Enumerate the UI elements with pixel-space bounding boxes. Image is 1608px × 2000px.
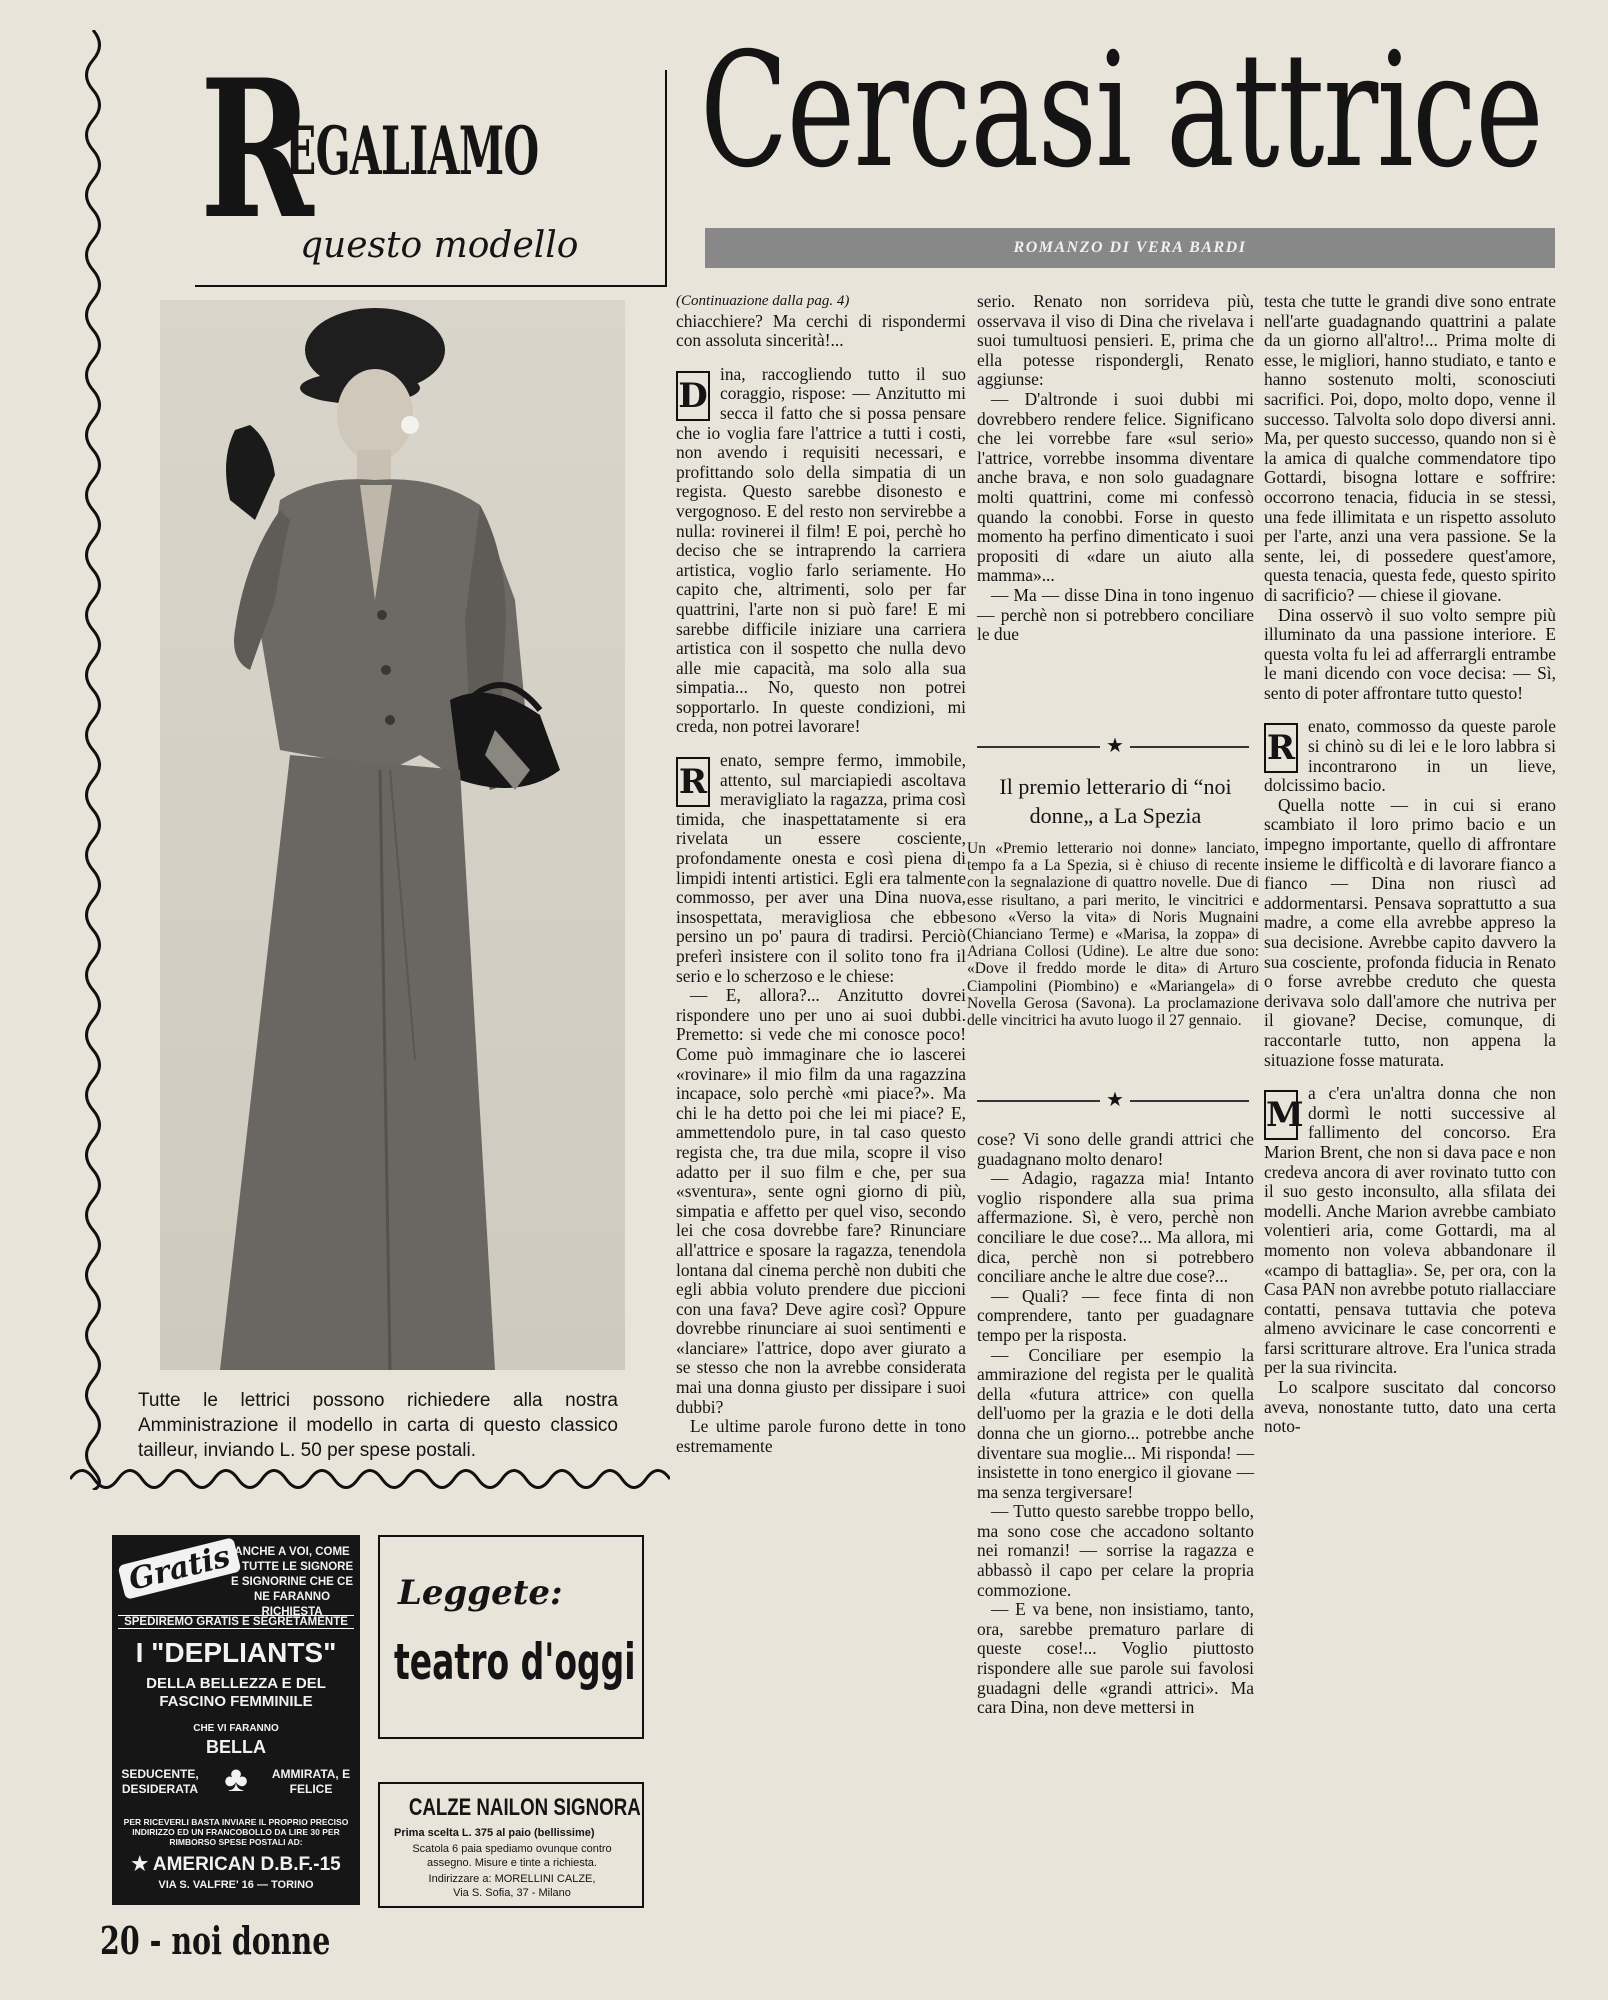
drop-cap: D <box>676 371 710 421</box>
wavy-border-left <box>80 30 106 1490</box>
paragraph: — E, allora?... Anzitutto dovrei rispondere uno per uno ai suoi dubbi. Premetto: si vede che mi conosce poco! Come può immaginare che io lascerei «rovinare» il mio film da una ragazzina incapace, solo perchè «mi piace?». Ma chi le ha detto poi che lei mi piace? E, ammettendolo pure, in tal caso questo regista che, tra due mila, scopre il viso adatto per il suo film e che, per sua «sventura», sente ogni giorno di più, simpatia e affetto per quel viso, secondo lei che cosa dovrebbe fare? Rinunciare all'attrice e sposare la ragazza, tenendola lontana dal cinema perchè non dubiti che egli abbia voluto prendere due piccioni con una fava? Deve agire così? Oppure dovrebbe rinunciare ai suoi sentimenti e «lanciare» l'attrice, dopo aver giurato a se stesso che non la avrebbe considerata mai una donna giusto per dissipare i suoi dubbi? <box>676 985 966 1417</box>
regaliamo-initial: R <box>200 38 314 261</box>
ad-text: ANCHE A VOI, COME A TUTTE LE SIGNORE E SIGNORINE CHE CE NE FARANNO RICHIESTA <box>230 1546 354 1618</box>
paragraph: — Tutto questo sarebbe troppo bello, ma sono cose che accadono soltanto nei romanzi! — sorrise la ragazza e abbassò il capo per celare la propria commozione. <box>977 1501 1254 1600</box>
wavy-border-bottom <box>70 1462 670 1496</box>
paragraph: enato, commosso da queste parole si chinò su di lei e le loro labbra si incontrarono in un lieve, dolcissimo bacio. <box>1264 716 1556 796</box>
ad-text: SPEDIREMO GRATIS E SEGRETAMENTE <box>118 1615 354 1629</box>
regaliamo-heading: EGALIAMO <box>285 112 539 190</box>
star-ornament: ★ <box>1100 735 1130 757</box>
ad-text: Indirizzare a: MORELLINI CALZE, <box>428 1873 596 1885</box>
ad-text: SEDUCENTE, DESIDERATA <box>121 1767 199 1796</box>
ad-text: PER RICEVERLI BASTA INVIARE IL PROPRIO PRECISO INDIRIZZO ED UN FRANCOBOLLO DA LIRE 30 PER RIMBORSO SPESE POSTALI AD: <box>123 1817 349 1847</box>
ad-company: ★ AMERICAN D.B.F.-15 <box>131 1854 341 1875</box>
paragraph: — Ma — disse Dina in tono ingenuo — perchè non si potrebbero conciliare le due <box>977 584 1254 645</box>
star-ornament: ★ <box>1100 1089 1130 1111</box>
paragraph: Lo scalpore suscitato dal concorso aveva, nonostante tutto, dato una certa noto- <box>1264 1377 1556 1437</box>
ad-text: CHE VI FARANNO <box>193 1723 279 1734</box>
paragraph: a c'era un'altra donna che non dormì le notti successive al fallimento del concorso. Era Marion Brent, che non si dava pace e non credeva ancora di aver rovinato tutto con il suo gesto inconsulto, alla sfilata dei modelli. Anche Marion avrebbe cambiato volentieri aria, come Gottardi, ma al momento non voleva abbandonare il «campo di battaglia». Se, per ora, con la Casa PAN non avrebbe potuto riallacciare contatti, pensava tuttavia che poteva almeno avvicinare le case concorrenti e farsi scritturare altrove. Era l'unica strada per la sua rivincita. <box>1264 1083 1556 1378</box>
article-column-2-top <box>977 292 1254 645</box>
paragraph: Quella notte — in cui si erano scambiato il loro primo bacio e un impegno importante, quello di affrontare insieme le difficoltà e di lavorare fianco a fianco — Dina non riuscì ad addormentarsi. Pensava soprattutto a sua madre, a come ella avrebbe appreso la sua decisione. Avrebbe capito davvero la sua cosciente, profonda fiducia in Renato o forse avrebbe creduto che questa derivava solo dall'amore che nutriva per il giovane? Decise, comunque, di raccontarle tutto, non appena la situazione fosse maturata. <box>1264 794 1556 1070</box>
paragraph: — Quali? — fece finta di non comprendere, tanto per guadagnare tempo per la risposta. <box>977 1285 1254 1345</box>
article-title: Cercasi attrice <box>700 19 1543 203</box>
paragraph: — D'altronde i suoi dubbi mi dovrebbero rendere felice. Significano che lei vorrebbe fare «sul serio» l'attrice, vorrebbe insomma diventare anche brava, e non solo guadagnare molti quattrini, come mi confessò quando la conobbi. Forse in questo momento ha perfino dimenticato i suoi propositi di «dare un aiuto alla mamma»... <box>977 388 1254 586</box>
paragraph: serio. Renato non sorrideva più, osservava il viso di Dina che rivelava i suoi tumultuosi pensieri. E, prima che ella potesse rispondergli, Renato aggiunse: <box>977 291 1254 390</box>
paragraph: Dina osservò il suo volto sempre più illuminato da una passione interiore. E questa volta fu lei ad afferrargli entrambe le mani dicendo con voce decisa: — Sì, sento di poter affrontare tutto questo! <box>1264 604 1556 703</box>
ad-address: VIA S. VALFRE' 16 — TORINO <box>158 1879 314 1891</box>
continuation-note: (Continuazione dalla pag. 4) <box>676 293 850 309</box>
prize-heading: Il premio letterario di “noi donne„ a La Spezia <box>999 774 1232 828</box>
drop-cap: R <box>1264 723 1298 773</box>
fashion-photo <box>160 300 625 1370</box>
ad-text: DELLA BELLEZZA E DEL FASCINO FEMMINILE <box>146 1675 326 1710</box>
advert-teatro-doggi <box>378 1535 644 1739</box>
ad-headline: I "DEPLIANTS" <box>135 1637 337 1668</box>
paragraph: Le ultime parole furono dette in tono estremamente <box>676 1416 966 1456</box>
article-column-3 <box>1264 292 1556 1437</box>
article-byline: ROMANZO DI VERA BARDI <box>705 228 1555 268</box>
article-column-1 <box>676 292 966 1456</box>
clover-icon: ♣ <box>224 1758 248 1799</box>
woman-in-tailleur-illustration <box>160 300 625 1370</box>
ad-text: AMMIRATA, E FELICE <box>271 1767 351 1796</box>
advert-depliants <box>112 1535 360 1905</box>
paragraph: — E va bene, non insistiamo, tanto, ora, sarebbe prematuro parlare di queste cose!... Voglio piuttosto rispondere alle sue parole sui favolosi guadagni delle «grandi attrici». Ma cara Dina, non deve mettersi in <box>977 1599 1254 1718</box>
ad-text: Prima scelta L. 375 al paio (bellissime) <box>394 1827 595 1839</box>
gratis-badge: Gratis <box>118 1537 242 1600</box>
paragraph: cose? Vi sono delle grandi attrici che guadagnano molto denaro! <box>977 1129 1254 1169</box>
paragraph: chiacchiere? Ma cerchi di rispondermi con assoluta sincerità!... <box>676 310 966 351</box>
ad-magazine-name: teatro d'oggi <box>394 1633 636 1691</box>
photo-caption: Tutte le lettrici possono richiedere alla nostra Amministrazione il modello in carta di questo classico tailleur, inviando L. 50 per spese postali. <box>138 1390 618 1461</box>
drop-cap: M <box>1264 1090 1298 1140</box>
paragraph: enato, sempre fermo, immobile, attento, sul marciapiedi ascoltava meravigliato la ragazza, prima così timida, che inaspettatamente si era rivelata un essere cosciente, profondamente onesta e così piena di limpidi intenti artistici. Egli era talmente commosso, per aver una Dina nuova, insospettata, meravigliosa che ebbe persino un po' paura di tradirsi. Perciò preferì insistere con il solito tono fra il serio e lo scherzoso e le chiese: <box>676 750 966 986</box>
advert-calze-nailon <box>378 1782 644 1908</box>
regaliamo-subheading: questo modello <box>300 225 579 266</box>
ad-text: Scatola 6 paia spediamo ovunque contro assegno. Misure e tinte a richiesta. <box>412 1843 612 1869</box>
ad-leggete: Leggete: <box>398 1573 563 1613</box>
article-column-2-bottom <box>977 1130 1254 1718</box>
paragraph: — Conciliare per esempio la ammirazione del regista per le qualità della «futura attrice» con quella dell'uomo per la grazia e le doti della donna che un giorno... potrebbe anche diventare sua moglie... Mi risponda! — insistette in tono energico il giovane — ma senza tergiversare! <box>977 1344 1254 1502</box>
prize-text: Un «Premio letterario noi donne» lanciato, tempo fa a La Spezia, si è chiuso di recente con la segnalazione di quattro novelle. Due di esse risultano, a pari merito, le vincitrici e sono «Verso la vita» di Noris Mugnaini (Chianciano Terme) e «Marisa, la zoppa» di Adriana Collosi (Udine). Le altre due sono: «Dove il freddo morde le dita» di Arturo Ciampolini (Piombino) e «Mariangela» di Novella Gerosa (Savona). La proclamazione delle vincitrici ha avuto luogo il 27 gennaio. <box>967 840 1259 1030</box>
paragraph: testa che tutte le grandi dive sono entrate nell'arte guadagnando quattrini a palate da un giorno all'altro!... Prima molte di esse, le migliori, hanno studiato, e tanto e hanno sostenuto molti, sconosciuti sacrifici. Poi, dopo, molto dopo, venne il successo. Talvolta solo dopo diversi anni. Ma, per questo successo, quando non si è la amica di qualche commendatore tipo Gottardi, bisogna lottare e soffrire: occorrono tenacia, fiducia in se stessi, una fede illimitata e un rispetto assoluto per l'arte, anzi una vera passione. Se la sente, lei, di possedere quest'amore, questa tenacia, questa fede, questo spirito di sacrificio? — chiese il giovane. <box>1264 291 1556 605</box>
ad-text: BELLA <box>206 1737 266 1757</box>
page-footer: 20 - noi donne <box>100 1918 331 1963</box>
ad-title: CALZE NAILON SIGNORA <box>408 1794 641 1821</box>
paragraph: — Adagio, ragazza mia! Intanto voglio rispondere alla sua prima affermazione. Sì, è vero, perchè non conciliare le due cose?... Ma allora, mi dica, perchè non si potrebbero conciliare anche le altre due cose?... <box>977 1168 1254 1287</box>
ad-text: Via S. Sofia, 37 - Milano <box>453 1887 571 1899</box>
paragraph: ina, raccogliendo tutto il suo coraggio, rispose: — Anzitutto mi secca il fatto che si possa pensare che io voglia fare l'attrice a tutti i costi, non avendo i requisiti necessari, e profittando solo della simpatia di un regista. Questo sarebbe disonesto e vergognoso. E del resto non servirebbe a nulla: rovinerei il film! E poi, perchè ho deciso che se intraprendo la carriera artistica, voglio farlo seriamente. Ho capito che, altrimenti, solo per far quattrini, l'arte non si può fare! E mi sarebbe difficile iniziare una carriera artistica con il sospetto che nulla devo alle mie capacità, ma solo alla sua simpatia... No, questo non potrei sopportarlo. In queste condizioni, mi creda, non potrei lavorare! <box>676 363 966 737</box>
drop-cap: R <box>676 757 710 807</box>
